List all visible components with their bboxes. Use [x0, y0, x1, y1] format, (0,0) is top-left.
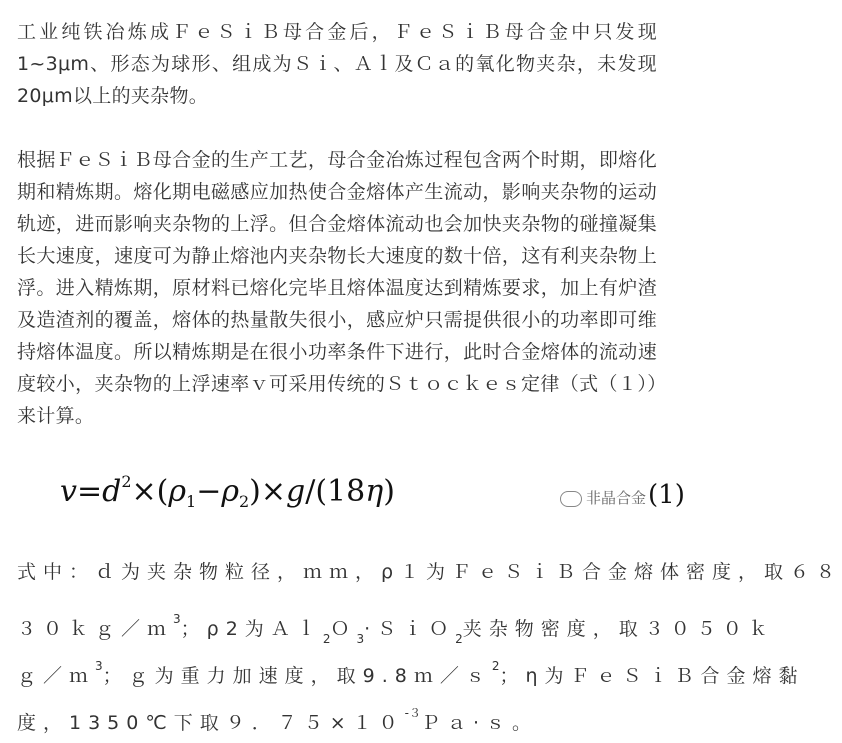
- definition-line-2: ３０ｋｇ／ｍ$^3$；ρ2为Ａｌ$_2$Ｏ$_3$·ＳｉＯ$_2$夹杂物密度，取３０５０ｋ: [17, 612, 775, 646]
- formula-g: g: [286, 474, 306, 509]
- formula-close: ): [383, 474, 395, 509]
- definition-line-1: [17, 552, 842, 599]
- formula-times-1: ×: [131, 474, 157, 509]
- formula-minus: −: [196, 474, 222, 509]
- formula-slash: /: [305, 474, 316, 509]
- paragraph-refining-process: 根据ＦｅＳｉＢ母合金的生产工艺，母合金冶炼过程包含两个时期，即熔化期和精炼期。熔化期电磁感应加热使合金熔体产生流动，影响夹杂物的运动轨迹，进而影响夹杂物的上浮。但合金熔体流动也会加快夹杂物的碰撞凝集长大速度，速度可为静止熔池内夹杂物长大速度的数十倍，这有利夹杂物上浮。进入精炼期，原材料已熔化完毕且熔体温度达到精炼要求，加上有炉渣及造渣剂的覆盖，熔体的热量散失很小，感应炉只需提供很小的功率即可维持熔体温度。所以精炼期是在很小功率条件下进行，此时合金熔体的流动速度较小，夹杂物的上浮速率ｖ可采用传统的Ｓｔｏｃｋｅｓ定律（式（１））来计算。: [17, 149, 657, 427]
- formula-equals: =: [76, 474, 103, 509]
- formula-rho1: ρ: [168, 474, 186, 509]
- equation-number: (1): [648, 480, 685, 510]
- paragraph-impurities: 工业纯铁冶炼成ＦｅＳｉＢ母合金后，ＦｅＳｉＢ母合金中只发现1~3μm、形态为球形、组成为Ｓｉ、Ａｌ及Ｃａ的氧化物夹杂，未发现20μm以上的夹杂物。: [17, 21, 657, 107]
- formula-d-exponent: 2: [121, 472, 132, 491]
- wechat-icon: [560, 491, 582, 507]
- formula-eta: η: [365, 474, 384, 509]
- watermark: [560, 480, 685, 510]
- formula-rho1-sub: 1: [186, 492, 197, 511]
- formula-rho2-sub: 2: [238, 492, 250, 511]
- definition-line-4: 度，1350℃下取９．$75\times 10^{-3}Pa\cdot s$。: [17, 706, 539, 734]
- formula-times-2: ×: [260, 474, 287, 509]
- formula-v: v: [60, 474, 77, 509]
- symbol-definitions: [17, 552, 842, 740]
- formula-denominator: (18: [315, 474, 366, 509]
- definition-line-1-text: 式中：ｄ为夹杂物粒径，ｍｍ，ρ１为ＦｅＳｉＢ合金熔体密度，取６８: [17, 561, 842, 583]
- formula-lparen: (: [156, 474, 169, 509]
- formula-rho2: ρ: [221, 474, 239, 509]
- formula-d: d: [102, 474, 122, 509]
- definition-line-3: ｇ／ｍ$^3$；ｇ为重力加速度，取9.8ｍ／ｓ$^2$；η为ＦｅＳｉＢ合金熔黏: [17, 659, 805, 687]
- formula-rparen: ): [249, 474, 261, 509]
- watermark-text: 非晶合金: [586, 489, 647, 507]
